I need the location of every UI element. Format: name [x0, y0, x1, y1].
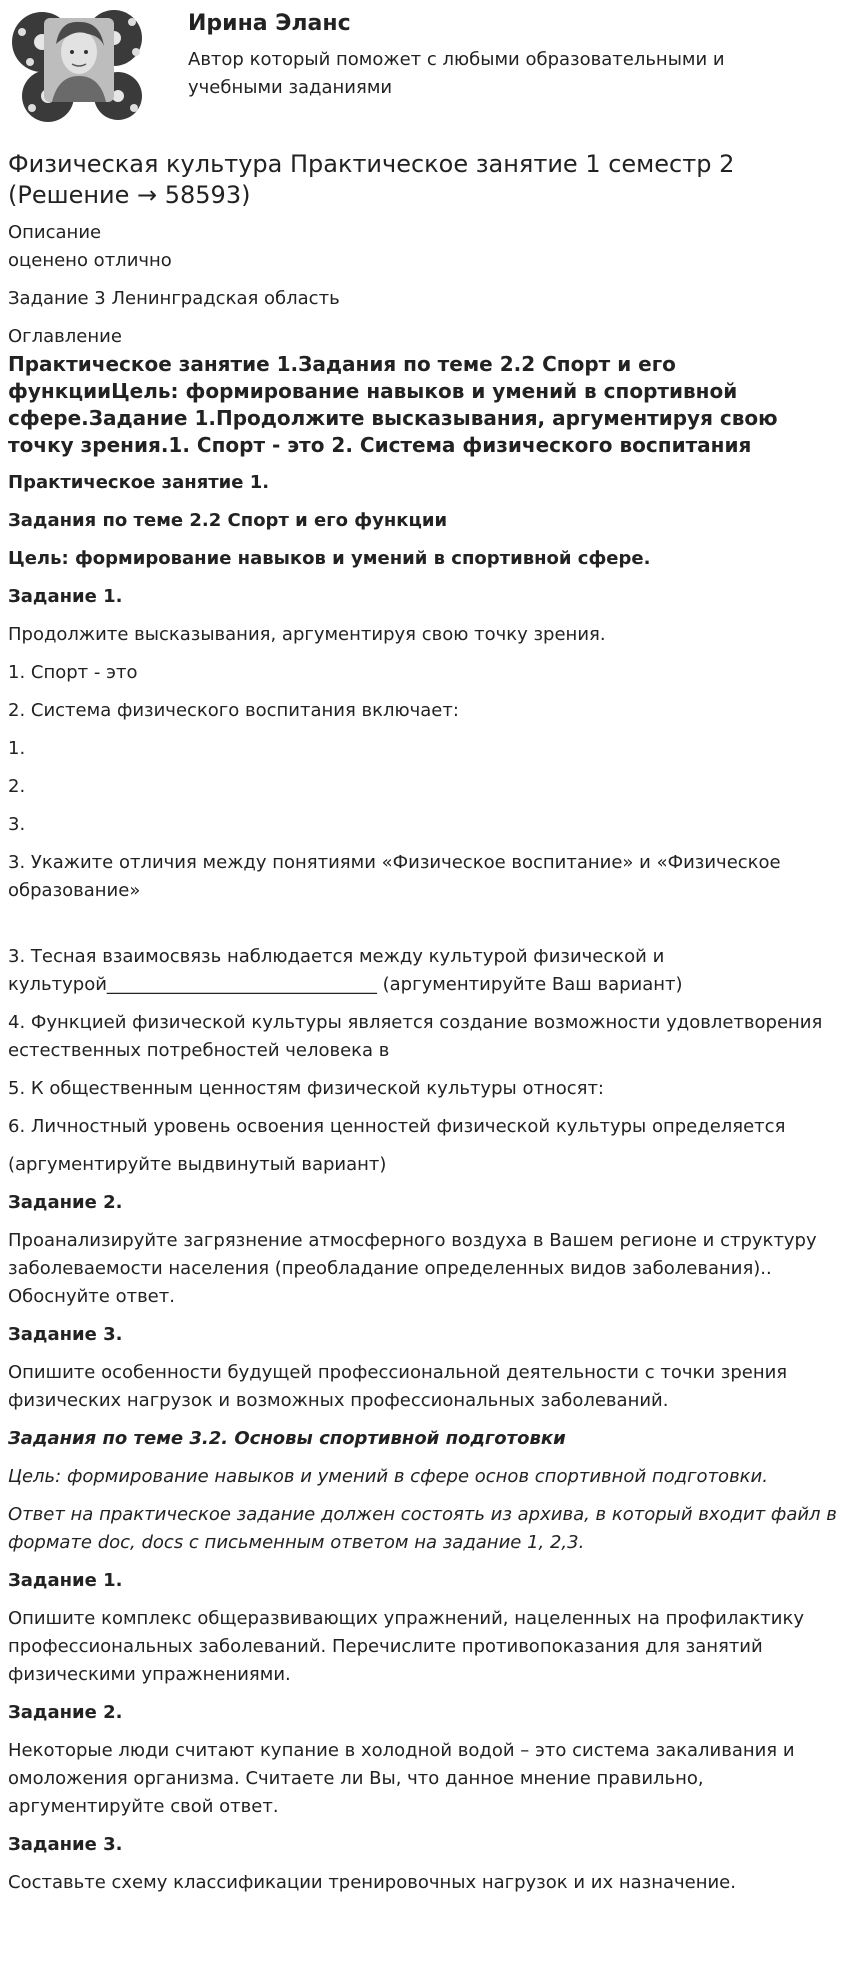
paragraph: Задание 1. — [8, 586, 123, 607]
paragraph: 6. Личностный уровень освоения ценностей физической культуры определяется — [8, 1116, 786, 1137]
paragraph: Опишите комплекс общеразвивающих упражнений, нацеленных на профилактику профессиональных заболеваний. Перечислите противопоказания для занятий физическими упражнениями. — [8, 1608, 804, 1685]
paragraph: 1. Спорт - это — [8, 662, 138, 683]
description-label: Описание — [8, 222, 102, 243]
paragraph: Практическое занятие 1. — [8, 472, 270, 493]
paragraph: Задание 2. — [8, 1192, 123, 1213]
paragraph: 4. Функцией физической культуры является создание возможности удовлетворения естественных потребностей человека в — [8, 1012, 823, 1061]
paragraph: Задания по теме 3.2. Основы спортивной подготовки — [8, 1428, 566, 1449]
paragraph: Задание 3. — [8, 1324, 123, 1345]
page-title: Физическая культура Практическое занятие 1 семестр 2 (Решение → 58593) — [8, 150, 735, 209]
paragraph: Продолжите высказывания, аргументируя свою точку зрения. — [8, 624, 606, 645]
paragraph: 5. К общественным ценностям физической культуры относят: — [8, 1078, 604, 1099]
avatar[interactable] — [8, 0, 150, 126]
paragraph: 2. — [8, 776, 26, 797]
avatar-image — [8, 0, 150, 126]
paragraph: Некоторые люди считают купание в холодной водой – это система закаливания и омоложения организма. Считаете ли Вы, что данное мнение правильно, аргументируйте свой ответ. — [8, 1740, 795, 1817]
rating-text: оценено отлично — [8, 250, 172, 271]
region-text: Задание 3 Ленинградская область — [8, 288, 340, 309]
toc-text: Практическое занятие 1.Задания по теме 2.2 Спорт и его функцииЦель: формирование навыков и умений в спортивной сфере.Задание 1.Продолжите высказывания, аргументируя свою точку зрения.1. Спорт - это 2. Система физического воспитания — [8, 352, 778, 457]
paragraph: 3. Тесная взаимосвязь наблюдается между культурой физической и культурой______________________________ (аргументируйте Ваш вариант) — [8, 946, 683, 995]
paragraph: Ответ на практическое задание должен состоять из архива, в который входит файл в формате doc, docs с письменным ответом на задание 1, 2,3. — [8, 1504, 837, 1553]
content — [8, 469, 839, 1897]
paragraph: Задание 2. — [8, 1702, 123, 1723]
paragraph: 3. Укажите отличия между понятиями «Физическое воспитание» и «Физическое образование» — [8, 852, 781, 901]
toc-label: Оглавление — [8, 326, 122, 347]
paragraph: Опишите особенности будущей профессиональной деятельности с точки зрения физических нагрузок и возможных профессиональных заболеваний. — [8, 1362, 788, 1411]
author-name[interactable]: Ирина Эланс — [188, 11, 351, 36]
paragraph: Проанализируйте загрязнение атмосферного воздуха в Вашем регионе и структуру заболеваемости населения (преобладание определенных видов заболевания).. Обоснуйте ответ. — [8, 1230, 817, 1307]
paragraph: Задания по теме 2.2 Спорт и его функции — [8, 510, 448, 531]
author-description: Автор который поможет с любыми образовательными и учебными заданиями — [188, 49, 725, 98]
paragraph: Задание 1. — [8, 1570, 123, 1591]
paragraph: 3. — [8, 814, 26, 835]
author-info — [188, 0, 748, 102]
paragraph: 2. Система физического воспитания включает: — [8, 700, 459, 721]
paragraph: Цель: формирование навыков и умений в спортивной сфере. — [8, 548, 651, 569]
paragraph: Цель: формирование навыков и умений в сфере основ спортивной подготовки. — [8, 1466, 768, 1487]
paragraph: Составьте схему классификации тренировочных нагрузок и их назначение. — [8, 1872, 736, 1893]
paragraph: (аргументируйте выдвинутый вариант) — [8, 1154, 387, 1175]
author-card — [8, 0, 839, 126]
paragraph: 1. — [8, 738, 26, 759]
paragraph: Задание 3. — [8, 1834, 123, 1855]
